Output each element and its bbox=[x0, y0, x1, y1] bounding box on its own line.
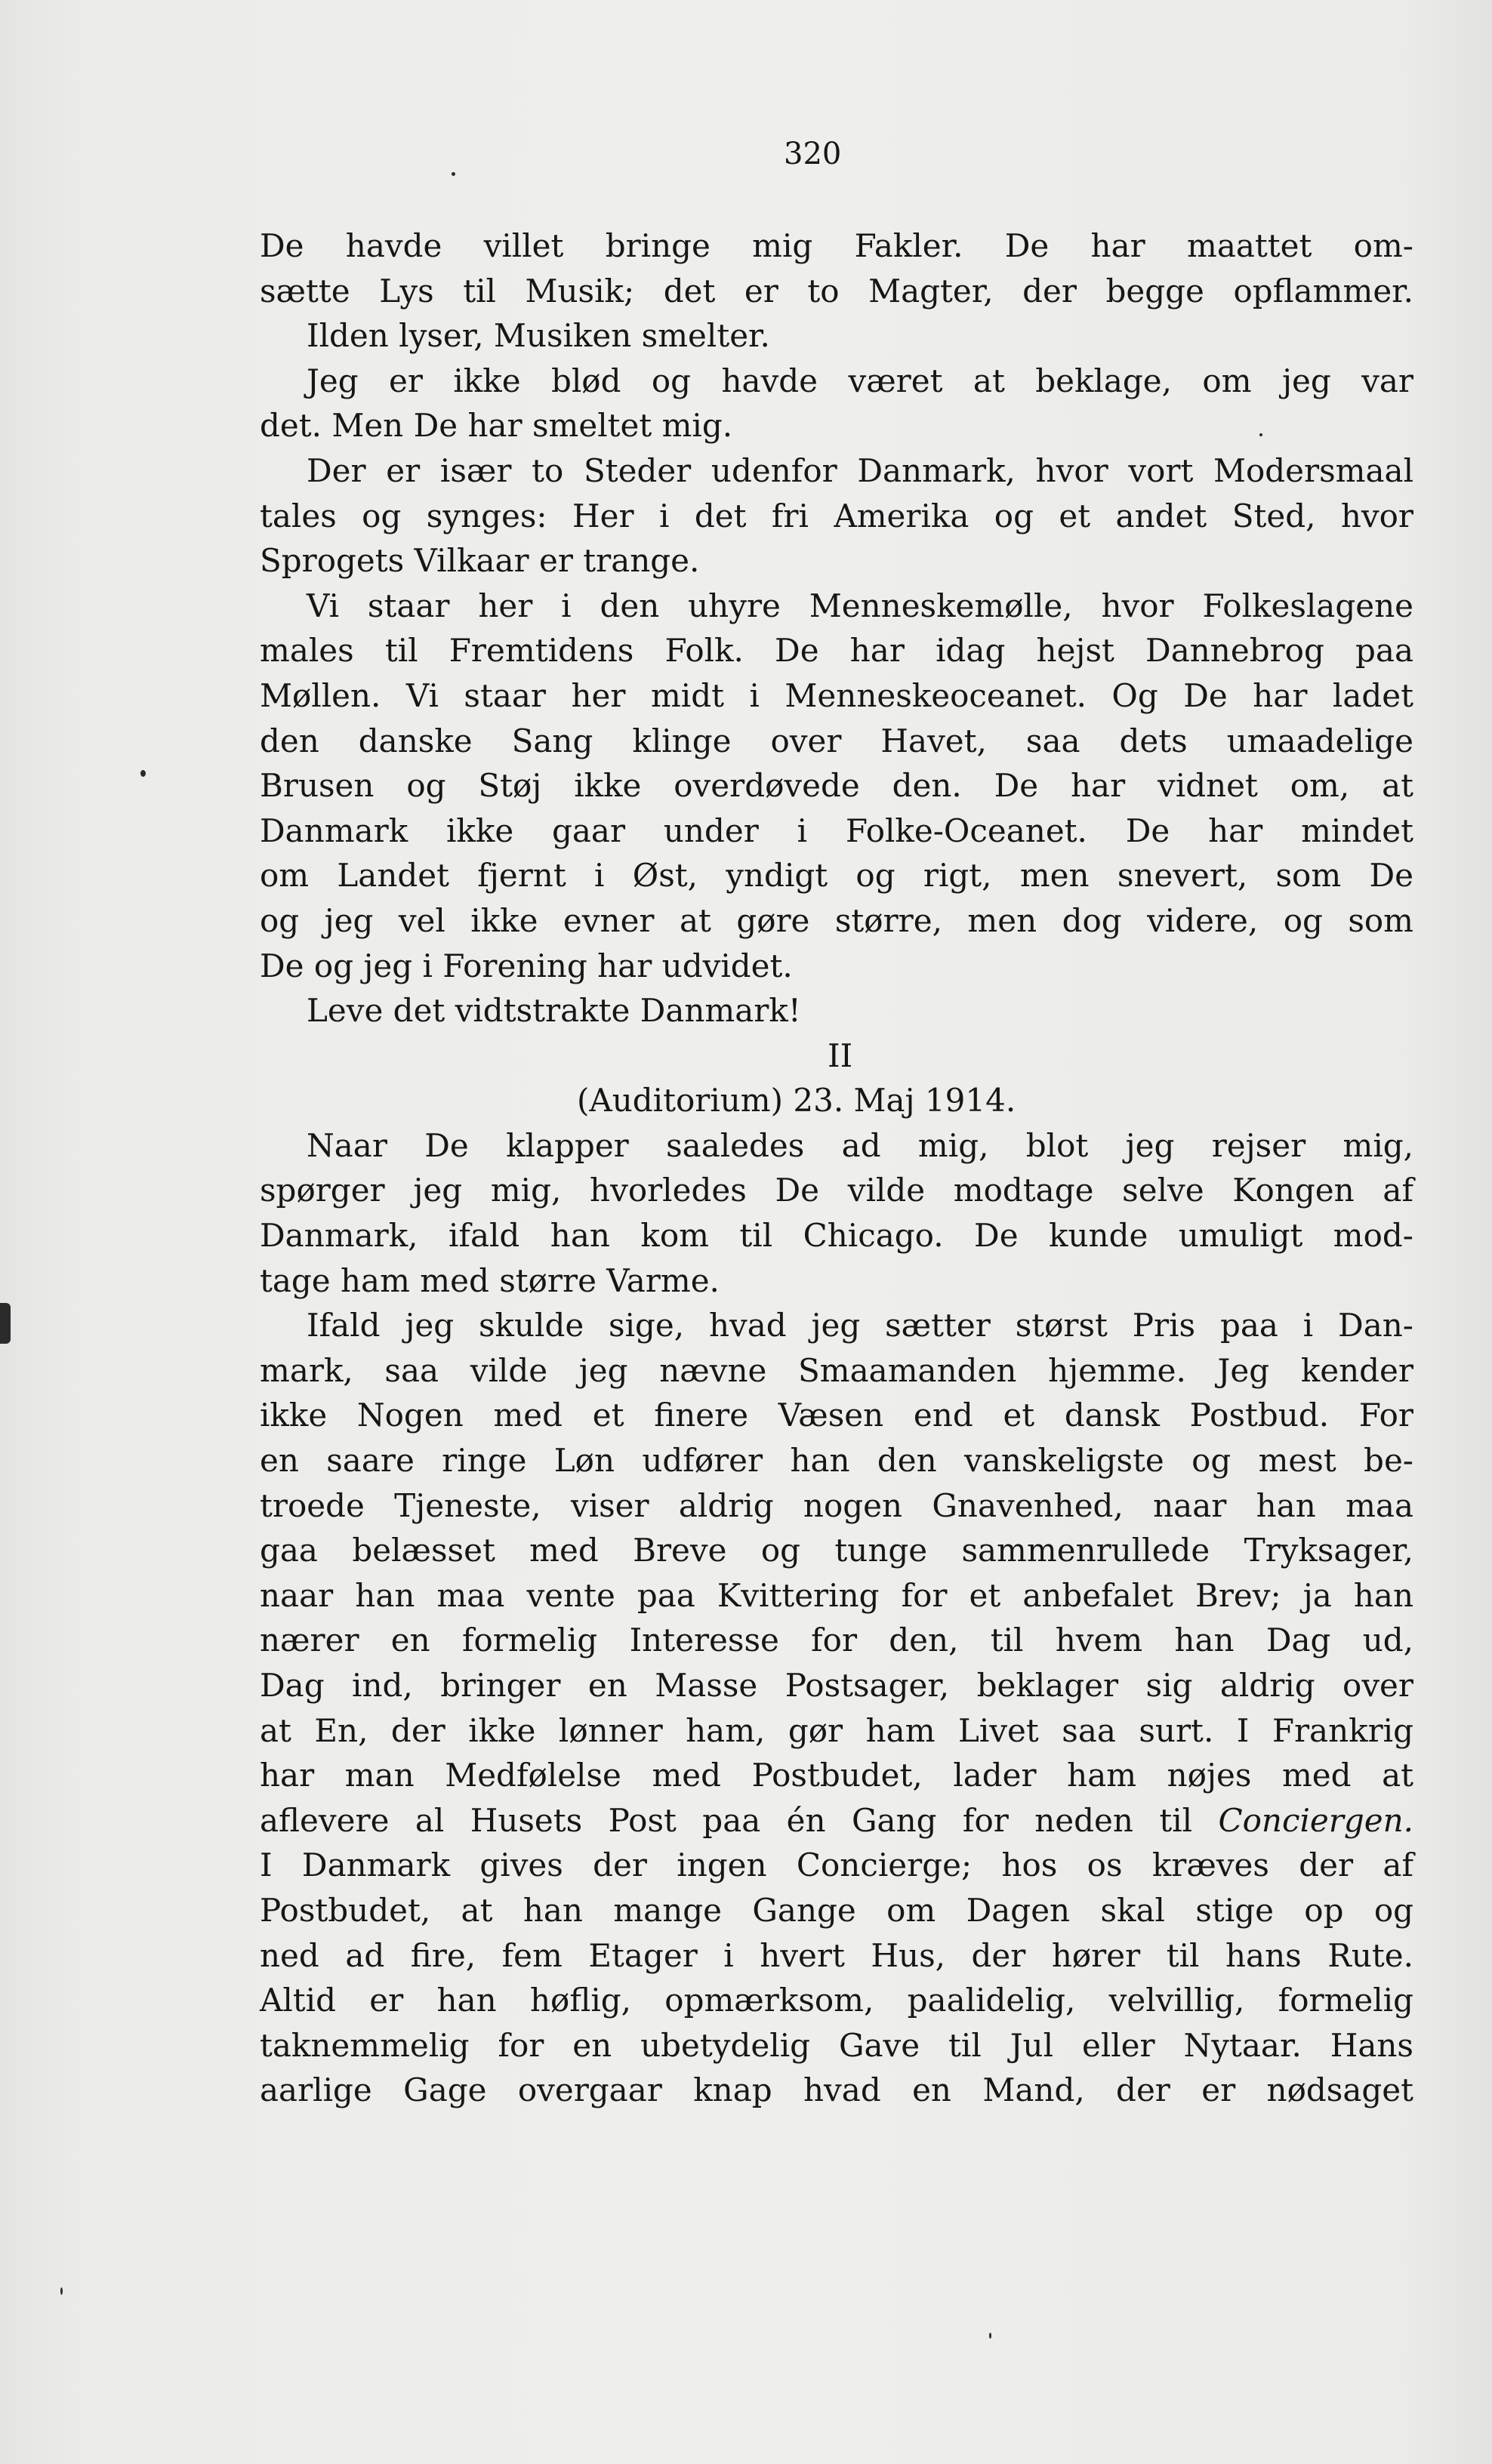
text-line: og jeg vel ikke evner at gøre større, men dog videre, og som bbox=[260, 901, 1413, 939]
text-line bbox=[260, 1798, 1413, 1843]
text-line: Danmark ikke gaar under i Folke-Oceanet. De har mindet bbox=[260, 812, 1413, 849]
text-line: ned ad fire, fem Etager i hvert Hus, der hører til hans Rute. bbox=[260, 1936, 1413, 1974]
text-line: gaa belæsset med Breve og tunge sammenrullede Tryksager, bbox=[260, 1532, 1413, 1569]
text-block bbox=[260, 223, 1413, 2113]
speck bbox=[60, 2287, 63, 2295]
text-line: naar han maa vente paa Kvittering for et anbefalet Brev; ja han bbox=[260, 1576, 1413, 1614]
speck bbox=[140, 770, 146, 777]
text-line: tales og synges: Her i det fri Amerika og et andet Sted, hvor bbox=[260, 497, 1413, 534]
text-line: taknemmelig for en ubetydelig Gave til Jul eller Nytaar. Hans bbox=[260, 2026, 1413, 2064]
text-line: Postbudet, at han mange Gange om Dagen skal stige op og bbox=[260, 1891, 1413, 1929]
text-line: I Danmark gives der ingen Concierge; hos os kræves der af bbox=[260, 1846, 1413, 1884]
text-line: De havde villet bringe mig Fakler. De har maattet om- bbox=[260, 227, 1413, 264]
text-line: Sprogets Vilkaar er trange. bbox=[260, 542, 700, 580]
text-line: Brusen og Støj ikke overdøvede den. De har vidnet om, at bbox=[260, 767, 1413, 805]
speck bbox=[452, 172, 455, 176]
page-number: 320 bbox=[784, 137, 842, 171]
speck bbox=[1259, 433, 1262, 436]
speck bbox=[989, 2333, 991, 2339]
text-line: Dag ind, bringer en Masse Postsager, beklager sig aldrig over bbox=[260, 1667, 1413, 1704]
text-line: spørger jeg mig, hvorledes De vilde modtage selve Kongen af bbox=[260, 1172, 1413, 1209]
text-line: Naar De klapper saaledes ad mig, blot jeg rejser mig, bbox=[307, 1126, 1413, 1164]
text-line: en saare ringe Løn udfører han den vanskeligste og mest be- bbox=[260, 1442, 1413, 1480]
text-line: at En, der ikke lønner ham, gør ham Livet saa surt. I Frankrig bbox=[260, 1711, 1413, 1749]
text-line: Ifald jeg skulde sige, hvad jeg sætter størst Pris paa i Dan- bbox=[307, 1307, 1413, 1344]
text-line: Møllen. Vi staar her midt i Menneskeoceanet. Og De har ladet bbox=[260, 676, 1413, 714]
text-line: nærer en formelig Interesse for den, til hvem han Dag ud, bbox=[260, 1622, 1413, 1659]
text-line: Leve det vidtstrakte Danmark! bbox=[307, 992, 801, 1030]
text-line: sætte Lys til Musik; det er to Magter, der begge opflammer. bbox=[260, 272, 1413, 310]
text-line: Altid er han høflig, opmærksom, paalidelig, velvillig, formelig bbox=[260, 1982, 1413, 2019]
text-line: Ilden lyser, Musiken smelter. bbox=[307, 317, 770, 355]
scan-edge-mark bbox=[0, 1303, 11, 1344]
text-line: tage ham med større Varme. bbox=[260, 1261, 720, 1299]
text-span: aflevere al Husets Post paa én Gang for neden til bbox=[260, 1801, 1193, 1839]
text-line: aarlige Gage overgaar knap hvad en Mand, der er nødsaget bbox=[260, 2071, 1413, 2109]
text-line: troede Tjeneste, viser aldrig nogen Gnavenhed, naar han maa bbox=[260, 1486, 1413, 1524]
text-line: har man Medfølelse med Postbudet, lader ham nøjes med at bbox=[260, 1757, 1413, 1794]
text-line: mark, saa vilde jeg nævne Smaamanden hjemme. Jeg kender bbox=[260, 1351, 1413, 1389]
text-line: Danmark, ifald han kom til Chicago. De kunde umuligt mod- bbox=[260, 1217, 1413, 1255]
text-line: om Landet fjernt i Øst, yndigt og rigt, men snevert, som De bbox=[260, 857, 1413, 895]
text-line: den danske Sang klinge over Havet, saa dets umaadelige bbox=[260, 722, 1413, 759]
text-line: males til Fremtidens Folk. De har idag hejst Dannebrog paa bbox=[260, 632, 1413, 670]
section-number: II bbox=[828, 1036, 853, 1074]
text-line: det. Men De har smeltet mig. bbox=[260, 407, 733, 445]
text-line: De og jeg i Forening har udvidet. bbox=[260, 947, 793, 984]
text-line: Der er især to Steder udenfor Danmark, hvor vort Modersmaal bbox=[307, 451, 1413, 489]
section-date: (Auditorium) 23. Maj 1914. bbox=[577, 1082, 1016, 1120]
text-line: ikke Nogen med et finere Væsen end et dansk Postbud. For bbox=[260, 1397, 1413, 1434]
italic-word: Conciergen. bbox=[1218, 1801, 1413, 1839]
text-line: Jeg er ikke blød og havde været at beklage, om jeg var bbox=[307, 362, 1413, 399]
text-line: Vi staar her i den uhyre Menneskemølle, hvor Folkeslagene bbox=[307, 587, 1413, 624]
